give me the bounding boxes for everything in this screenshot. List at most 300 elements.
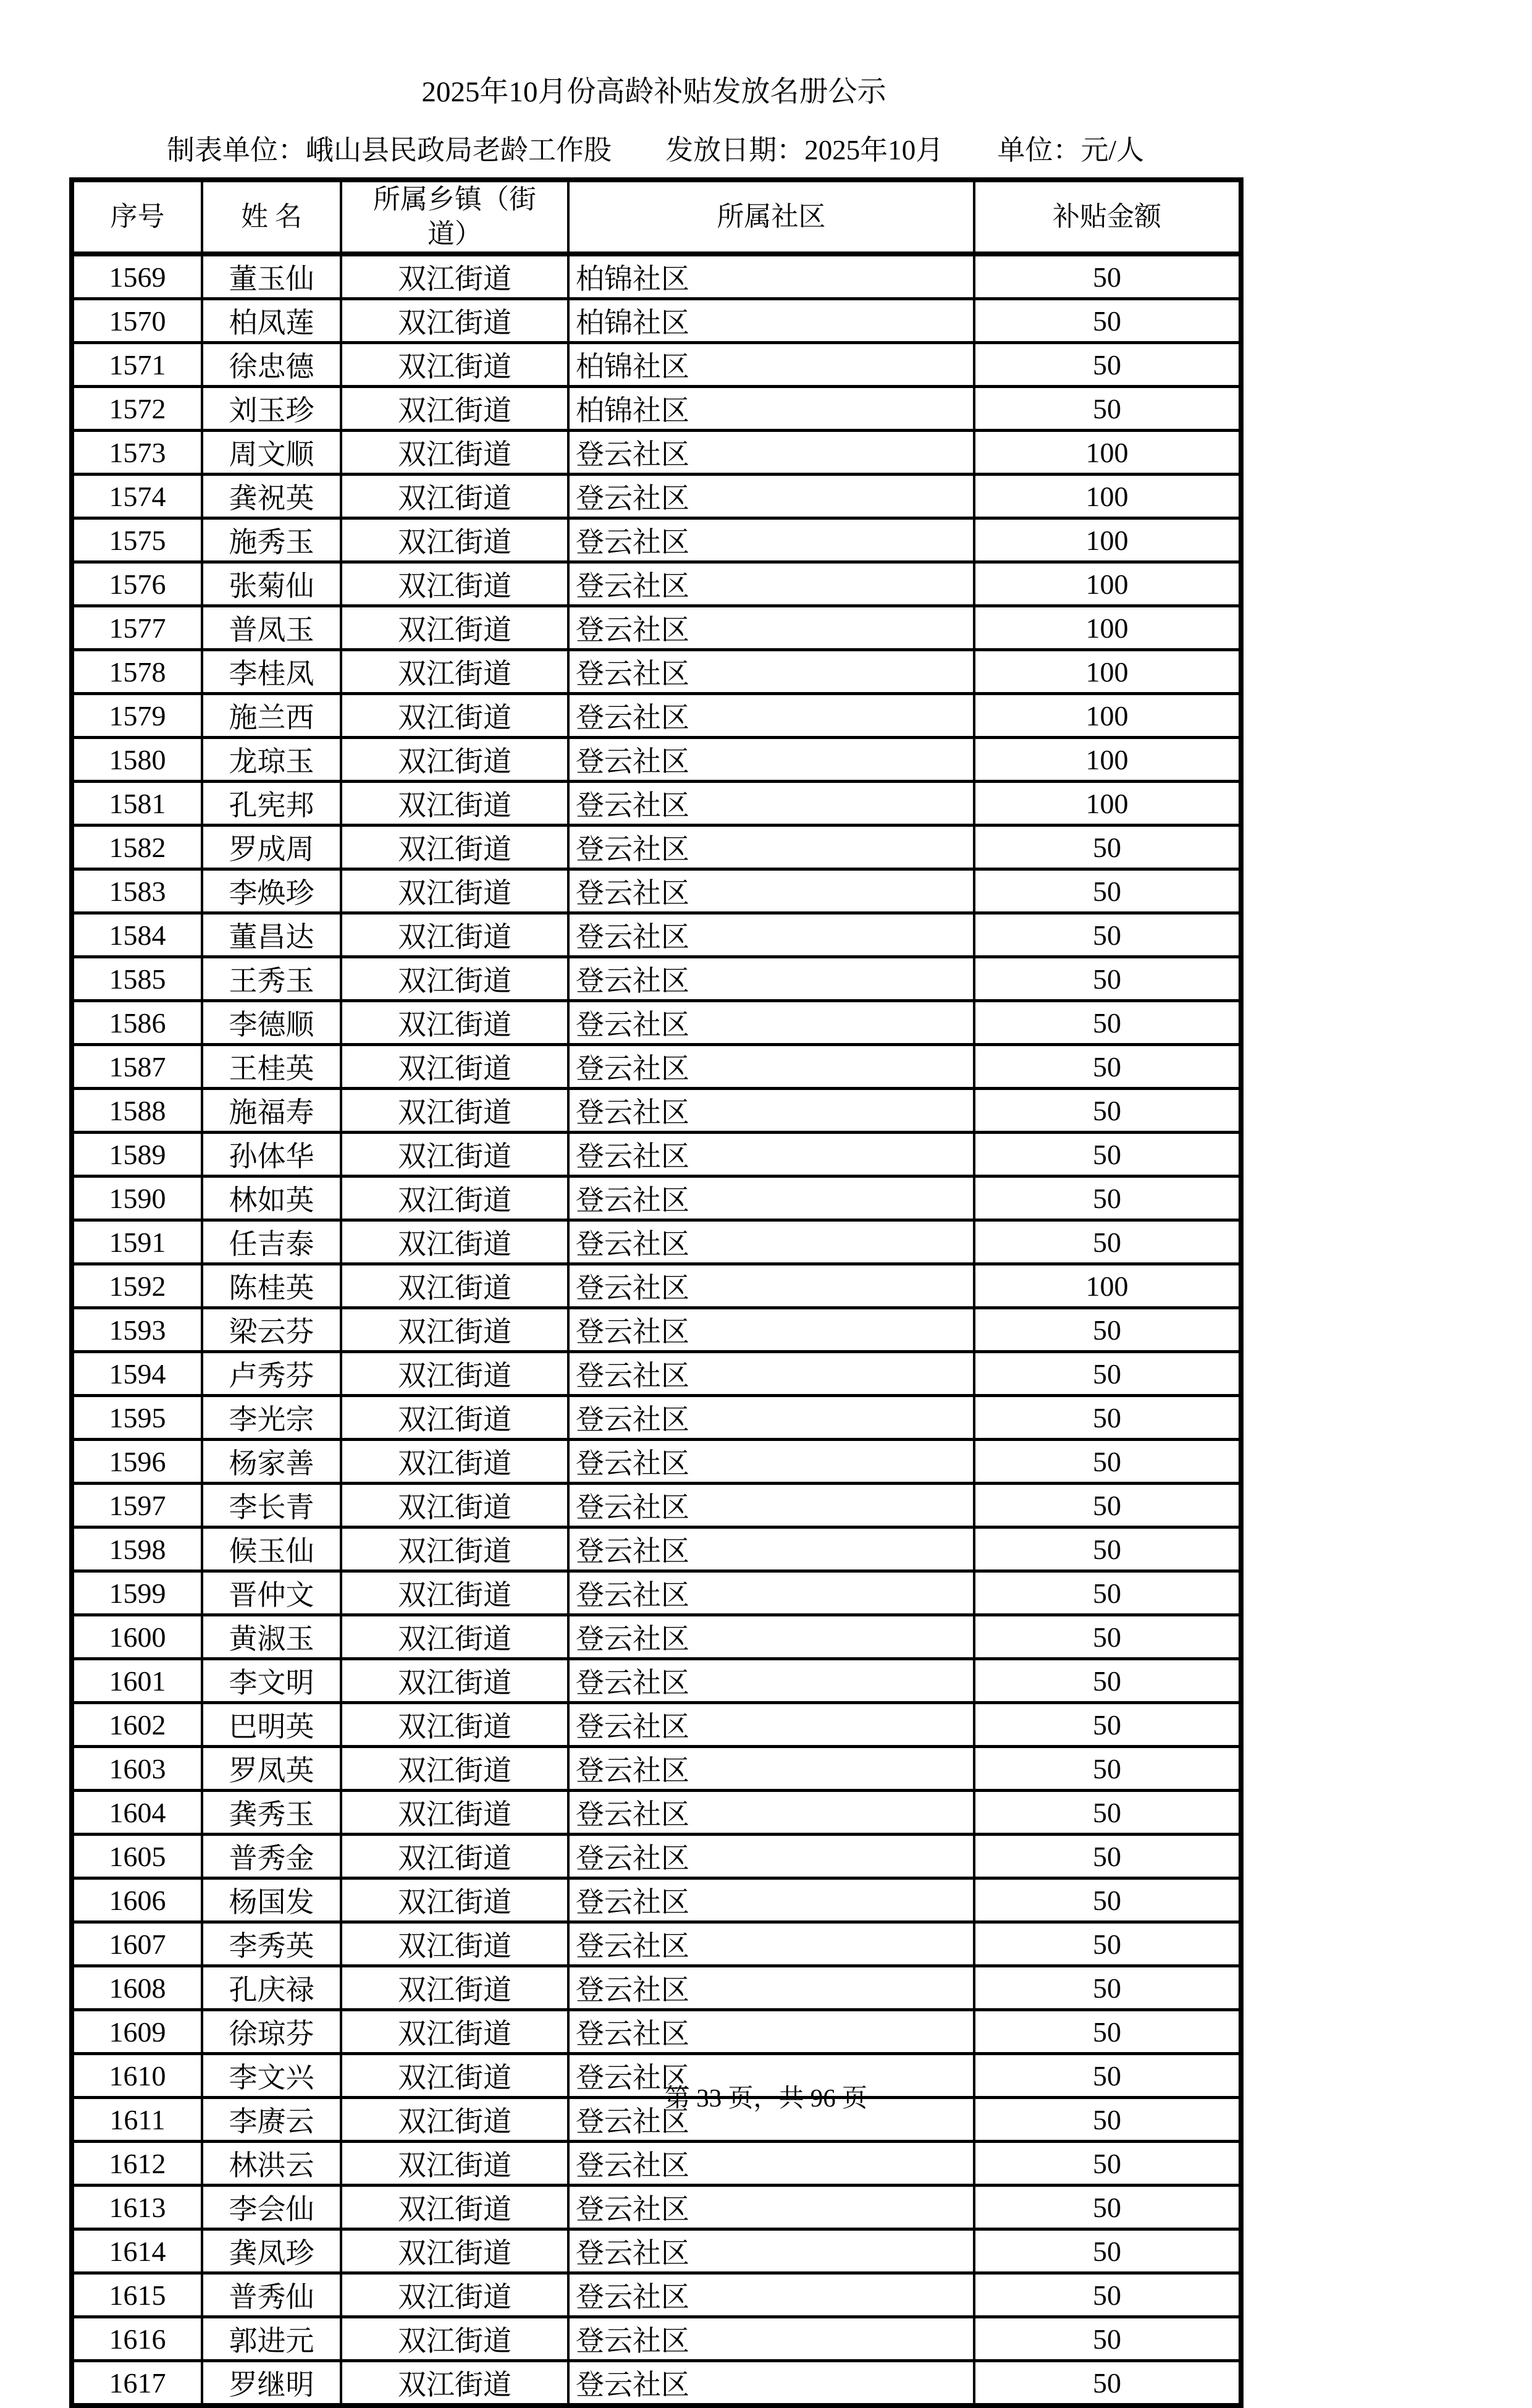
table-row — [72, 1177, 1241, 1220]
cell-name: 施福寿 — [202, 1089, 341, 1133]
cell-seq: 1608 — [72, 1966, 202, 2010]
cell-seq: 1578 — [72, 650, 202, 694]
cell-name: 周文顺 — [202, 431, 341, 475]
cell-amount: 50 — [974, 2010, 1241, 2054]
cell-name: 晋仲文 — [202, 1571, 341, 1615]
cell-seq: 1612 — [72, 2142, 202, 2186]
table-row — [72, 650, 1241, 694]
table-row — [72, 2361, 1241, 2406]
cell-amount: 100 — [974, 431, 1241, 475]
cell-seq: 1614 — [72, 2229, 202, 2273]
cell-seq: 1576 — [72, 562, 202, 606]
cell-amount: 50 — [974, 1791, 1241, 1835]
cell-town: 双江街道 — [341, 1615, 568, 1659]
cell-name: 李会仙 — [202, 2186, 341, 2229]
cell-seq: 1574 — [72, 475, 202, 518]
cell-community: 登云社区 — [568, 1001, 974, 1045]
cell-name: 巴明英 — [202, 1703, 341, 1747]
cell-town: 双江街道 — [341, 957, 568, 1001]
table-row — [72, 299, 1241, 343]
cell-town: 双江街道 — [341, 1966, 568, 2010]
cell-name: 王秀玉 — [202, 957, 341, 1001]
cell-amount: 100 — [974, 782, 1241, 826]
cell-town: 双江街道 — [341, 2317, 568, 2361]
cell-town: 双江街道 — [341, 1527, 568, 1571]
cell-name: 张菊仙 — [202, 562, 341, 606]
table-row — [72, 254, 1241, 299]
cell-town: 双江街道 — [341, 1659, 568, 1703]
cell-name: 陈桂英 — [202, 1264, 341, 1308]
cell-name: 龚祝英 — [202, 475, 341, 518]
table-row — [72, 1396, 1241, 1440]
cell-town: 双江街道 — [341, 1308, 568, 1352]
cell-town: 双江街道 — [341, 782, 568, 826]
cell-name: 罗成周 — [202, 826, 341, 869]
cell-town: 双江街道 — [341, 606, 568, 650]
cell-town: 双江街道 — [341, 518, 568, 562]
cell-seq: 1597 — [72, 1484, 202, 1527]
cell-amount: 100 — [974, 562, 1241, 606]
table-row — [72, 957, 1241, 1001]
table-row — [72, 343, 1241, 387]
cell-town: 双江街道 — [341, 869, 568, 913]
cell-amount: 50 — [974, 1835, 1241, 1878]
cell-amount: 50 — [974, 1045, 1241, 1089]
cell-name: 施兰西 — [202, 694, 341, 738]
cell-amount: 50 — [974, 826, 1241, 869]
cell-seq: 1606 — [72, 1878, 202, 1922]
cell-seq: 1571 — [72, 343, 202, 387]
cell-seq: 1585 — [72, 957, 202, 1001]
cell-community: 柏锦社区 — [568, 299, 974, 343]
cell-town: 双江街道 — [341, 650, 568, 694]
cell-community: 登云社区 — [568, 1527, 974, 1571]
cell-community: 登云社区 — [568, 1922, 974, 1966]
cell-community: 登云社区 — [568, 1352, 974, 1396]
table-row — [72, 869, 1241, 913]
cell-town: 双江街道 — [341, 1352, 568, 1396]
cell-seq: 1582 — [72, 826, 202, 869]
cell-community: 登云社区 — [568, 2317, 974, 2361]
cell-amount: 50 — [974, 2098, 1241, 2142]
cell-seq: 1615 — [72, 2273, 202, 2317]
cell-name: 王桂英 — [202, 1045, 341, 1089]
cell-name: 李文明 — [202, 1659, 341, 1703]
cell-amount: 50 — [974, 1177, 1241, 1220]
cell-town: 双江街道 — [341, 1220, 568, 1264]
page-title: 2025年10月份高龄补贴发放名册公示 — [421, 76, 886, 108]
cell-amount: 50 — [974, 343, 1241, 387]
table-row — [72, 2317, 1241, 2361]
table-row — [72, 1045, 1241, 1089]
cell-community: 登云社区 — [568, 2361, 974, 2406]
cell-amount: 50 — [974, 1220, 1241, 1264]
cell-town: 双江街道 — [341, 1264, 568, 1308]
cell-community: 登云社区 — [568, 1484, 974, 1527]
cell-amount: 50 — [974, 2186, 1241, 2229]
cell-seq: 1577 — [72, 606, 202, 650]
cell-town: 双江街道 — [341, 1089, 568, 1133]
cell-seq: 1603 — [72, 1747, 202, 1791]
cell-community: 登云社区 — [568, 2273, 974, 2317]
cell-name: 徐琼芬 — [202, 2010, 341, 2054]
cell-seq: 1599 — [72, 1571, 202, 1615]
subtitle-line — [167, 132, 1340, 169]
cell-community: 登云社区 — [568, 650, 974, 694]
cell-seq: 1591 — [72, 1220, 202, 1264]
cell-seq: 1587 — [72, 1045, 202, 1089]
cell-name: 龚凤珍 — [202, 2229, 341, 2273]
table-row — [72, 431, 1241, 475]
cell-town: 双江街道 — [341, 1571, 568, 1615]
cell-community: 登云社区 — [568, 1835, 974, 1878]
cell-name: 李赓云 — [202, 2098, 341, 2142]
cell-amount: 50 — [974, 1396, 1241, 1440]
cell-amount: 50 — [974, 1440, 1241, 1484]
cell-amount: 50 — [974, 1352, 1241, 1396]
cell-community: 登云社区 — [568, 1177, 974, 1220]
cell-seq: 1601 — [72, 1659, 202, 1703]
cell-community: 登云社区 — [568, 562, 974, 606]
cell-amount: 50 — [974, 1308, 1241, 1352]
cell-seq: 1572 — [72, 387, 202, 431]
cell-town: 双江街道 — [341, 2010, 568, 2054]
table-row — [72, 2229, 1241, 2273]
cell-name: 李长青 — [202, 1484, 341, 1527]
cell-seq: 1570 — [72, 299, 202, 343]
cell-name: 黄淑玉 — [202, 1615, 341, 1659]
cell-town: 双江街道 — [341, 562, 568, 606]
cell-town: 双江街道 — [341, 1835, 568, 1878]
cell-town: 双江街道 — [341, 694, 568, 738]
cell-community: 登云社区 — [568, 2098, 974, 2142]
cell-seq: 1595 — [72, 1396, 202, 1440]
table-row — [72, 2186, 1241, 2229]
cell-name: 李德顺 — [202, 1001, 341, 1045]
cell-seq: 1596 — [72, 1440, 202, 1484]
cell-town: 双江街道 — [341, 1440, 568, 1484]
cell-town: 双江街道 — [341, 1484, 568, 1527]
cell-amount: 50 — [974, 1133, 1241, 1177]
cell-community: 登云社区 — [568, 2142, 974, 2186]
cell-town: 双江街道 — [341, 1747, 568, 1791]
header-community: 所属社区 — [568, 180, 974, 254]
cell-seq: 1607 — [72, 1922, 202, 1966]
cell-community: 登云社区 — [568, 1308, 974, 1352]
table-row — [72, 518, 1241, 562]
cell-name: 李光宗 — [202, 1396, 341, 1440]
cell-town: 双江街道 — [341, 343, 568, 387]
cell-town: 双江街道 — [341, 1177, 568, 1220]
cell-amount: 100 — [974, 738, 1241, 782]
cell-name: 任吉泰 — [202, 1220, 341, 1264]
header-seq: 序号 — [72, 180, 202, 254]
cell-amount: 50 — [974, 1878, 1241, 1922]
cell-name: 柏凤莲 — [202, 299, 341, 343]
cell-town: 双江街道 — [341, 2229, 568, 2273]
cell-amount: 50 — [974, 957, 1241, 1001]
cell-community: 登云社区 — [568, 2186, 974, 2229]
cell-amount: 50 — [974, 2054, 1241, 2098]
cell-seq: 1605 — [72, 1835, 202, 1878]
cell-seq: 1616 — [72, 2317, 202, 2361]
cell-name: 杨国发 — [202, 1878, 341, 1922]
table-row — [72, 1571, 1241, 1615]
cell-amount: 50 — [974, 1615, 1241, 1659]
cell-name: 徐忠德 — [202, 343, 341, 387]
cell-amount: 50 — [974, 1747, 1241, 1791]
cell-amount: 50 — [974, 869, 1241, 913]
cell-name: 孔宪邦 — [202, 782, 341, 826]
cell-community: 登云社区 — [568, 518, 974, 562]
table-row — [72, 562, 1241, 606]
table-row — [72, 1264, 1241, 1308]
cell-amount: 50 — [974, 1001, 1241, 1045]
table-row — [72, 1001, 1241, 1045]
cell-seq: 1575 — [72, 518, 202, 562]
table-row — [72, 694, 1241, 738]
cell-community: 登云社区 — [568, 2054, 974, 2098]
cell-community: 登云社区 — [568, 1089, 974, 1133]
header-amount: 补贴金额 — [974, 180, 1241, 254]
table-row — [72, 913, 1241, 957]
cell-amount: 100 — [974, 518, 1241, 562]
cell-town: 双江街道 — [341, 2142, 568, 2186]
cell-seq: 1583 — [72, 869, 202, 913]
cell-amount: 50 — [974, 1703, 1241, 1747]
cell-seq: 1598 — [72, 1527, 202, 1571]
table-row — [72, 1615, 1241, 1659]
cell-name: 普秀金 — [202, 1835, 341, 1878]
cell-name: 孙体华 — [202, 1133, 341, 1177]
cell-community: 登云社区 — [568, 694, 974, 738]
cell-community: 登云社区 — [568, 1659, 974, 1703]
cell-community: 登云社区 — [568, 1396, 974, 1440]
cell-amount: 50 — [974, 2317, 1241, 2361]
cell-amount: 50 — [974, 299, 1241, 343]
cell-town: 双江街道 — [341, 1001, 568, 1045]
cell-seq: 1589 — [72, 1133, 202, 1177]
cell-community: 登云社区 — [568, 1966, 974, 2010]
cell-seq: 1604 — [72, 1791, 202, 1835]
cell-community: 登云社区 — [568, 1220, 974, 1264]
cell-name: 梁云芬 — [202, 1308, 341, 1352]
cell-town: 双江街道 — [341, 1703, 568, 1747]
table-row — [72, 1484, 1241, 1527]
cell-seq: 1600 — [72, 1615, 202, 1659]
cell-community: 登云社区 — [568, 606, 974, 650]
cell-name: 董昌达 — [202, 913, 341, 957]
cell-town: 双江街道 — [341, 913, 568, 957]
cell-town: 双江街道 — [341, 1922, 568, 1966]
cell-town: 双江街道 — [341, 475, 568, 518]
cell-seq: 1569 — [72, 254, 202, 299]
cell-community: 登云社区 — [568, 2010, 974, 2054]
cell-town: 双江街道 — [341, 2054, 568, 2098]
cell-community: 登云社区 — [568, 957, 974, 1001]
cell-seq: 1580 — [72, 738, 202, 782]
table-row — [72, 1089, 1241, 1133]
cell-community: 登云社区 — [568, 431, 974, 475]
cell-community: 登云社区 — [568, 1703, 974, 1747]
table-row — [72, 2273, 1241, 2317]
cell-amount: 50 — [974, 1659, 1241, 1703]
cell-name: 卢秀芬 — [202, 1352, 341, 1396]
cell-name: 董玉仙 — [202, 254, 341, 299]
cell-community: 登云社区 — [568, 913, 974, 957]
cell-name: 李焕珍 — [202, 869, 341, 913]
cell-town: 双江街道 — [341, 2361, 568, 2406]
table-row — [72, 782, 1241, 826]
cell-community: 登云社区 — [568, 782, 974, 826]
cell-town: 双江街道 — [341, 1133, 568, 1177]
cell-name: 李桂凤 — [202, 650, 341, 694]
cell-community: 登云社区 — [568, 1747, 974, 1791]
cell-name: 龙琼玉 — [202, 738, 341, 782]
cell-seq: 1602 — [72, 1703, 202, 1747]
cell-community: 登云社区 — [568, 1571, 974, 1615]
cell-town: 双江街道 — [341, 431, 568, 475]
table-row — [72, 1966, 1241, 2010]
table-row — [72, 1835, 1241, 1878]
table-row — [72, 1352, 1241, 1396]
cell-seq: 1590 — [72, 1177, 202, 1220]
cell-amount: 50 — [974, 2361, 1241, 2406]
table-row — [72, 2142, 1241, 2186]
table-row — [72, 1659, 1241, 1703]
cell-amount: 50 — [974, 2229, 1241, 2273]
cell-name: 刘玉珍 — [202, 387, 341, 431]
cell-name: 李文兴 — [202, 2054, 341, 2098]
cell-amount: 50 — [974, 2142, 1241, 2186]
cell-name: 林洪云 — [202, 2142, 341, 2186]
cell-town: 双江街道 — [341, 254, 568, 299]
cell-seq: 1611 — [72, 2098, 202, 2142]
cell-community: 登云社区 — [568, 1440, 974, 1484]
cell-community: 登云社区 — [568, 826, 974, 869]
cell-amount: 100 — [974, 1264, 1241, 1308]
table-row — [72, 1527, 1241, 1571]
cell-town: 双江街道 — [341, 299, 568, 343]
table-row — [72, 1440, 1241, 1484]
table-row — [72, 1133, 1241, 1177]
cell-seq: 1588 — [72, 1089, 202, 1133]
cell-name: 郭进元 — [202, 2317, 341, 2361]
cell-amount: 100 — [974, 694, 1241, 738]
cell-community: 柏锦社区 — [568, 343, 974, 387]
cell-community: 登云社区 — [568, 1133, 974, 1177]
cell-community: 登云社区 — [568, 869, 974, 913]
cell-community: 登云社区 — [568, 1615, 974, 1659]
cell-seq: 1593 — [72, 1308, 202, 1352]
cell-seq: 1586 — [72, 1001, 202, 1045]
cell-community: 登云社区 — [568, 1878, 974, 1922]
table-row — [72, 606, 1241, 650]
table-row — [72, 1747, 1241, 1791]
cell-seq: 1609 — [72, 2010, 202, 2054]
cell-community: 登云社区 — [568, 1045, 974, 1089]
cell-town: 双江街道 — [341, 2186, 568, 2229]
cell-amount: 50 — [974, 1484, 1241, 1527]
cell-town: 双江街道 — [341, 738, 568, 782]
subtitle-date: 发放日期：2025年10月 — [665, 135, 944, 166]
cell-community: 登云社区 — [568, 738, 974, 782]
cell-amount: 50 — [974, 2273, 1241, 2317]
cell-town: 双江街道 — [341, 1045, 568, 1089]
cell-town: 双江街道 — [341, 1396, 568, 1440]
cell-amount: 50 — [974, 1527, 1241, 1571]
cell-amount: 50 — [974, 913, 1241, 957]
subtitle-org: 制表单位：峨山县民政局老龄工作股 — [167, 135, 612, 166]
cell-amount: 100 — [974, 650, 1241, 694]
cell-seq: 1584 — [72, 913, 202, 957]
cell-name: 罗继明 — [202, 2361, 341, 2406]
table-row — [72, 1878, 1241, 1922]
cell-seq: 1594 — [72, 1352, 202, 1396]
cell-seq: 1613 — [72, 2186, 202, 2229]
cell-amount: 100 — [974, 475, 1241, 518]
cell-seq: 1617 — [72, 2361, 202, 2406]
cell-community: 登云社区 — [568, 1264, 974, 1308]
roster-table — [69, 177, 1244, 2408]
cell-amount: 50 — [974, 1571, 1241, 1615]
subtitle-unit: 单位：元/人 — [997, 135, 1145, 166]
table-row — [72, 475, 1241, 518]
cell-seq: 1579 — [72, 694, 202, 738]
cell-seq: 1573 — [72, 431, 202, 475]
table-row — [72, 738, 1241, 782]
cell-name: 候玉仙 — [202, 1527, 341, 1571]
cell-amount: 50 — [974, 1966, 1241, 2010]
table-row — [72, 1791, 1241, 1835]
cell-name: 普凤玉 — [202, 606, 341, 650]
cell-name: 杨家善 — [202, 1440, 341, 1484]
cell-community: 登云社区 — [568, 1791, 974, 1835]
cell-town: 双江街道 — [341, 2098, 568, 2142]
table-row — [72, 1703, 1241, 1747]
cell-name: 孔庆禄 — [202, 1966, 341, 2010]
table-row — [72, 1922, 1241, 1966]
cell-seq: 1581 — [72, 782, 202, 826]
table-row — [72, 1220, 1241, 1264]
table-row — [72, 1308, 1241, 1352]
cell-name: 李秀英 — [202, 1922, 341, 1966]
cell-amount: 50 — [974, 387, 1241, 431]
cell-name: 普秀仙 — [202, 2273, 341, 2317]
cell-amount: 100 — [974, 606, 1241, 650]
table-row — [72, 826, 1241, 869]
cell-community: 柏锦社区 — [568, 387, 974, 431]
cell-town: 双江街道 — [341, 826, 568, 869]
header-name: 姓 名 — [202, 180, 341, 254]
cell-seq: 1592 — [72, 1264, 202, 1308]
cell-community: 登云社区 — [568, 475, 974, 518]
page-footer: 第 33 页，共 96 页 — [665, 2084, 867, 2112]
cell-name: 龚秀玉 — [202, 1791, 341, 1835]
cell-community: 登云社区 — [568, 2229, 974, 2273]
header-town: 所属乡镇（街道） — [341, 180, 568, 254]
table-header-row — [72, 180, 1241, 254]
cell-name: 施秀玉 — [202, 518, 341, 562]
cell-town: 双江街道 — [341, 387, 568, 431]
cell-town: 双江街道 — [341, 2273, 568, 2317]
cell-name: 林如英 — [202, 1177, 341, 1220]
cell-amount: 50 — [974, 1922, 1241, 1966]
cell-amount: 50 — [974, 1089, 1241, 1133]
cell-seq: 1610 — [72, 2054, 202, 2098]
table-row — [72, 2010, 1241, 2054]
cell-name: 罗凤英 — [202, 1747, 341, 1791]
